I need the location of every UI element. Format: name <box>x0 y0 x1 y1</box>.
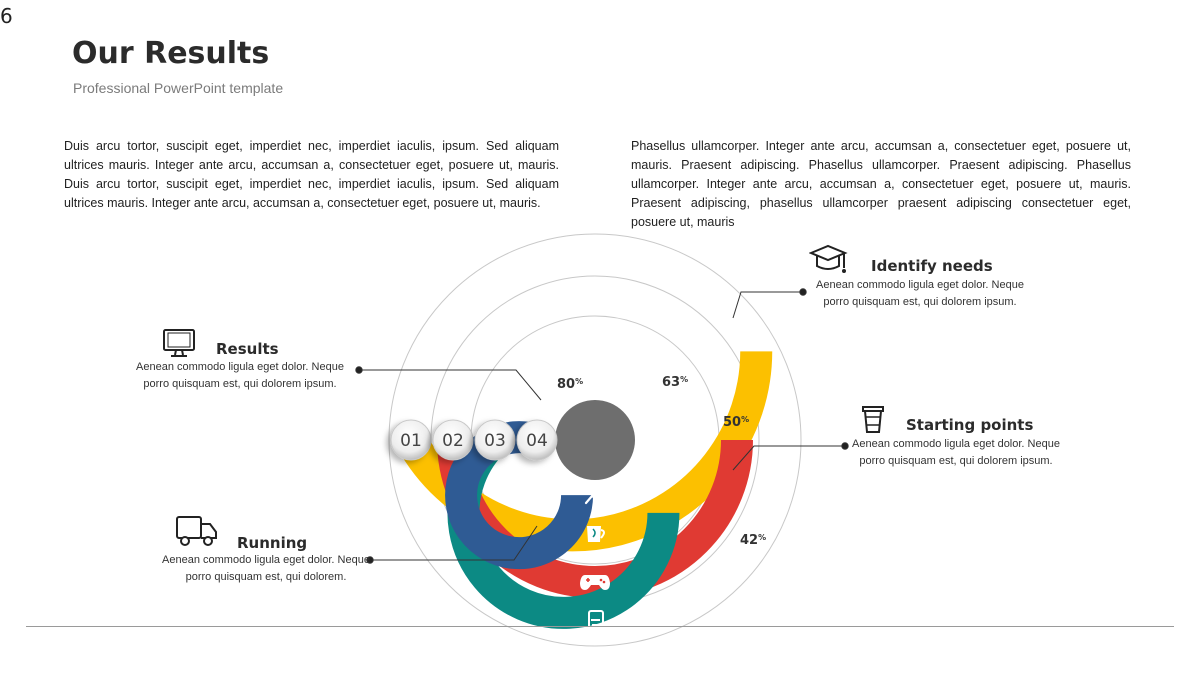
intro-paragraph-right: Phasellus ullamcorper. Integer ante arcu, accumsan a, consectetuer eget, posuere ut, mauris. Praesent adipiscing. Phasellus ullamcorper. Praesent adipiscing. Phasellus ullamcorper. Integer ante arcu, accumsan a, consectetuer eget, posuere ut, mauris. Praesent adipiscing, phasellus ullamcorper praesent adipiscing consectetuer eget, posuere ut, mauris <box>631 139 1131 229</box>
badge-label-01: 01 <box>400 431 422 451</box>
item-desc-results: Aenean commodo ligula eget dolor. Neque porro quisquam est, qui dolorem ipsum. <box>136 361 344 390</box>
percent-value: 42 <box>740 533 759 548</box>
item-title-starting-points: Starting points <box>906 416 1034 434</box>
item-desc-starting-points: Aenean commodo ligula eget dolor. Neque porro quisquam est, qui dolorem ipsum. <box>852 438 1060 467</box>
delivery-truck-icon <box>175 514 219 548</box>
item-desc-identify-needs: Aenean commodo ligula eget dolor. Neque porro quisquam est, qui dolorem ipsum. <box>816 279 1024 308</box>
intro-paragraph-left: Duis arcu tortor, suscipit eget, imperdiet nec, imperdiet iaculis, ipsum. Sed aliquam ultrices mauris. Integer ante arcu, accumsan a, consectetuer eget, posuere ut, mauris. Duis arcu tortor, suscipit eget, imperdiet nec, imperdiet iaculis, ipsum. Sed aliquam ultrices mauris. Integer ante arcu, accumsan a, consectetuer eget, posuere ut, mauris. <box>64 139 559 210</box>
coffee-cup-icon <box>860 404 886 434</box>
percent-value: 63 <box>662 375 681 390</box>
center-disk <box>555 400 635 480</box>
percent-label-02: 50% <box>723 415 750 430</box>
item-desc-running: Aenean commodo ligula eget dolor. Neque porro quisquam est, qui dolorem. <box>162 554 370 583</box>
percent-label-01: 42% <box>740 533 767 548</box>
badge-label-03: 03 <box>484 431 506 451</box>
item-title-running: Running <box>237 534 308 552</box>
item-title-results: Results <box>216 340 279 358</box>
percent-value: 80 <box>557 377 576 392</box>
bottom-divider <box>26 626 1174 627</box>
badge-label-02: 02 <box>442 431 464 451</box>
page-title: Our Results <box>72 36 270 71</box>
percent-value: 50 <box>723 415 742 430</box>
item-title-identify-needs: Identify needs <box>871 257 993 275</box>
slide-number: 6 <box>0 4 13 28</box>
percent-label-03: 63% <box>662 375 689 390</box>
graduation-cap-icon <box>809 244 849 278</box>
connector-identify-needs <box>733 289 806 318</box>
page-subtitle: Professional PowerPoint template <box>73 80 284 96</box>
monitor-icon <box>162 328 196 358</box>
percent-label-04: 80% <box>557 377 584 392</box>
badge-label-04: 04 <box>526 431 548 451</box>
